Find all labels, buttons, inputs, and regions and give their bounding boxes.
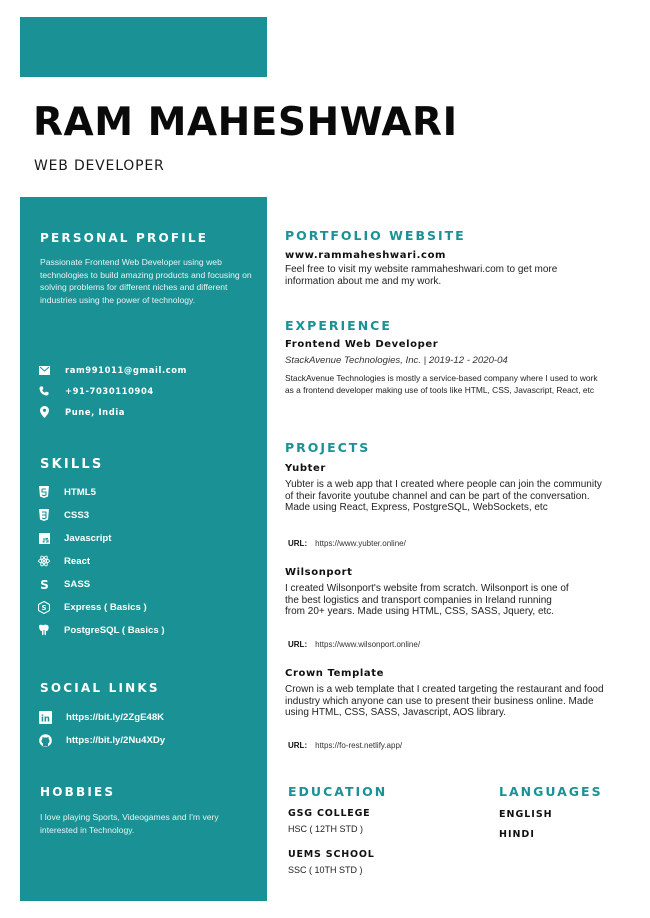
skill-label: CSS3 — [64, 509, 90, 521]
skill-label: SASS — [64, 578, 91, 590]
experience-text: StackAvenue Technologies is mostly a service-based company where I used to work as a frontend developer making use of tools like HTML, CSS, Javascript, React, etc — [285, 373, 598, 395]
contact-phone[interactable] — [38, 384, 154, 398]
portfolio-url[interactable]: www.rammaheshwari.com — [285, 250, 447, 261]
react-icon — [38, 555, 50, 568]
skill-label: React — [64, 555, 91, 567]
portfolio-text: Feel free to visit my website rammaheshwari.com to get more information about me and my work. — [285, 264, 558, 287]
svg-text:in: in — [40, 714, 50, 724]
personal-profile-heading: PERSONAL PROFILE — [40, 231, 209, 245]
project-text: I created Wilsonport's website from scratch. Wilsonport is one of the best logistics and transport companies in Ireland running from 20+ years. Made using HTML, CSS, SASS, Jquery, etc. — [285, 583, 569, 618]
sidebar — [20, 197, 267, 901]
project-url-link[interactable]: https://www.wilsonport.online/ — [315, 640, 421, 649]
mail-icon — [38, 364, 50, 376]
linkedin-link[interactable]: https://bit.ly/2ZgE48K — [66, 711, 165, 723]
education-school: UEMS SCHOOL — [288, 849, 375, 860]
language-item: ENGLISH — [499, 809, 553, 820]
github-link[interactable]: https://bit.ly/2Nu4XDy — [66, 734, 166, 746]
hobbies-text: I love playing Sports, Videogames and I'm very interested in Technology. — [40, 812, 219, 835]
github-icon — [38, 733, 52, 747]
personal-profile-text: Passionate Frontend Web Developer using web technologies to build amazing products and focusing on solving problems for different niches and different industries using the power of technology. — [40, 257, 252, 305]
project-title: Yubter — [285, 463, 326, 474]
html5-icon — [38, 486, 50, 499]
experience-title: Frontend Web Developer — [285, 339, 439, 350]
url-label: URL: — [288, 640, 308, 649]
skills-heading: SKILLS — [40, 457, 104, 472]
skill-item — [38, 507, 89, 523]
project-title: Crown Template — [285, 668, 384, 679]
top-accent-bar — [20, 17, 267, 77]
experience-company-dates: StackAvenue Technologies, Inc. | 2019-12 - 2020-04 — [285, 355, 508, 366]
portfolio-heading: PORTFOLIO WEBSITE — [285, 228, 466, 243]
education-level: SSC ( 10TH STD ) — [288, 865, 363, 875]
social-link-github[interactable] — [38, 732, 165, 748]
project-url-link[interactable]: https://fo-rest.netlify.app/ — [315, 741, 403, 750]
skill-label: HTML5 — [64, 486, 96, 498]
project-url-row[interactable] — [288, 539, 406, 548]
skill-label: Javascript — [64, 532, 112, 544]
contact-location-label: Pune, India — [65, 407, 126, 417]
skill-item — [38, 484, 96, 500]
sass-icon — [38, 578, 50, 591]
project-url-link[interactable]: https://www.yubter.online/ — [315, 539, 406, 548]
project-text: Yubter is a web app that I created where people can join the community of their favorite youtube channel and can be part of the conversation. Made using React, Express, PostgreSQL, WebSockets, etc — [285, 479, 602, 514]
svg-text:S: S — [41, 603, 47, 612]
url-label: URL: — [288, 539, 308, 548]
project-url-row[interactable] — [288, 741, 402, 750]
location-pin-icon — [38, 406, 50, 418]
contact-email[interactable] — [38, 363, 187, 377]
education-heading: EDUCATION — [288, 784, 388, 799]
nodejs-icon — [38, 601, 50, 614]
skill-label: PostgreSQL ( Basics ) — [64, 624, 165, 636]
resume-role: WEB DEVELOPER — [34, 158, 165, 174]
skill-item — [38, 576, 90, 592]
skill-item — [38, 599, 147, 615]
resume-name: RAM MAHESHWARI — [33, 100, 458, 145]
experience-heading: EXPERIENCE — [285, 318, 392, 333]
project-text: Crown is a web template that I created targeting the restaurant and food industry which anyone can use to present their business online. Made using HTML, CSS, SASS, Javascript, AOS library. — [285, 684, 604, 719]
project-title: Wilsonport — [285, 567, 353, 578]
social-links-heading: SOCIAL LINKS — [40, 681, 160, 695]
projects-heading: PROJECTS — [285, 440, 371, 455]
postgresql-icon — [38, 624, 50, 637]
url-label: URL: — [288, 741, 308, 750]
javascript-icon — [38, 532, 50, 545]
skill-label: Express ( Basics ) — [64, 601, 147, 613]
contact-phone-label: +91-7030110904 — [65, 386, 154, 396]
linkedin-icon — [38, 710, 52, 724]
education-level: HSC ( 12TH STD ) — [288, 824, 364, 834]
skill-item — [38, 622, 165, 638]
skill-item — [38, 530, 111, 546]
hobbies-heading: HOBBIES — [40, 785, 116, 799]
social-link-linkedin[interactable] — [38, 709, 164, 725]
skill-item — [38, 553, 90, 569]
css3-icon — [38, 509, 50, 522]
project-url-row[interactable] — [288, 640, 420, 649]
language-item: HINDI — [499, 829, 535, 840]
education-school: GSG COLLEGE — [288, 808, 371, 819]
svg-text:S: S — [39, 578, 49, 590]
contact-email-label: ram991011@gmail.com — [65, 365, 187, 375]
languages-heading: LANGUAGES — [499, 784, 603, 799]
phone-icon — [38, 385, 50, 397]
contact-location — [38, 405, 125, 419]
